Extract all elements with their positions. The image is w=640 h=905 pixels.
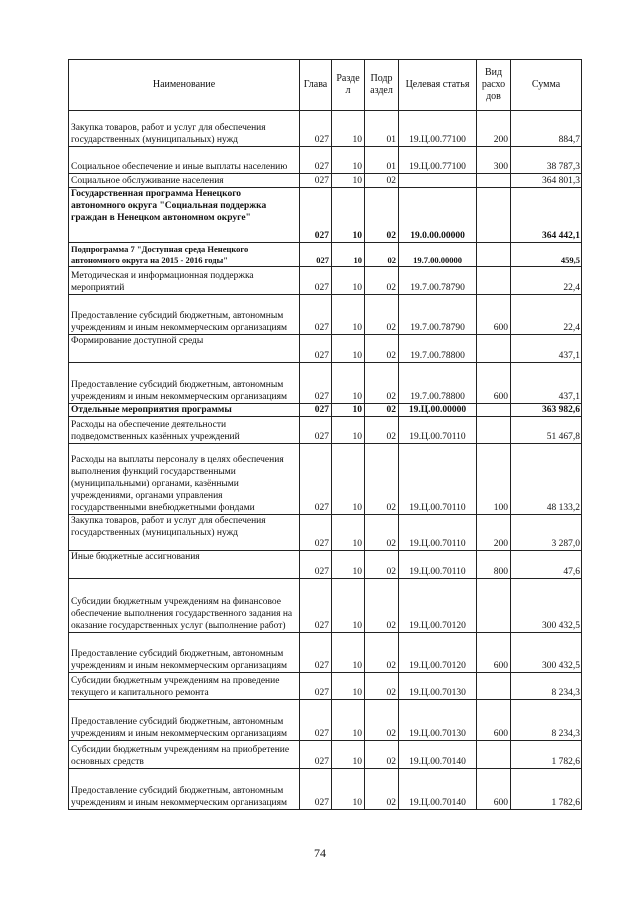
cell-razdel: 10	[332, 335, 365, 363]
cell-podrazdel: 02	[365, 335, 399, 363]
cell-podrazdel: 01	[365, 111, 399, 147]
cell-name: Предоставление субсидий бюджетным, автономным учреждениям и иным некоммерческим организациям	[69, 769, 300, 810]
cell-name: Субсидии бюджетным учреждениям на проведение текущего и капитального ремонта	[69, 673, 300, 700]
cell-glava: 027	[300, 267, 332, 295]
table-row	[69, 404, 582, 417]
cell-vid	[477, 579, 511, 633]
cell-razdel: 10	[332, 267, 365, 295]
cell-name: Социальное обеспечение и иные выплаты населению	[69, 147, 300, 174]
cell-summa: 48 133,2	[511, 444, 582, 515]
cell-summa: 22,4	[511, 295, 582, 335]
table-row	[69, 188, 582, 243]
cell-razdel: 10	[332, 174, 365, 188]
cell-summa: 300 432,5	[511, 633, 582, 673]
cell-podrazdel: 02	[365, 267, 399, 295]
cell-razdel: 10	[332, 111, 365, 147]
cell-vid: 300	[477, 147, 511, 174]
cell-glava: 027	[300, 673, 332, 700]
cell-summa: 363 982,6	[511, 404, 582, 417]
cell-razdel: 10	[332, 295, 365, 335]
cell-podrazdel: 02	[365, 633, 399, 673]
cell-name: Отдельные мероприятия программы	[69, 404, 300, 417]
header-razdel: Разде л	[332, 60, 365, 111]
cell-podrazdel: 02	[365, 417, 399, 444]
cell-vid	[477, 404, 511, 417]
cell-glava: 027	[300, 444, 332, 515]
cell-name: Предоставление субсидий бюджетным, автономным учреждениям и иным некоммерческим организациям	[69, 700, 300, 741]
cell-statya: 19.Ц.00.70120	[399, 633, 477, 673]
cell-podrazdel: 02	[365, 363, 399, 404]
cell-podrazdel: 02	[365, 673, 399, 700]
cell-vid	[477, 673, 511, 700]
cell-vid: 100	[477, 444, 511, 515]
cell-vid	[477, 741, 511, 769]
cell-glava: 027	[300, 295, 332, 335]
table-row	[69, 295, 582, 335]
cell-glava: 027	[300, 551, 332, 579]
cell-podrazdel: 02	[365, 188, 399, 243]
cell-statya: 19.Ц.00.77100	[399, 111, 477, 147]
cell-vid	[477, 335, 511, 363]
cell-vid: 600	[477, 769, 511, 810]
table-row	[69, 363, 582, 404]
cell-podrazdel: 02	[365, 295, 399, 335]
table-row	[69, 633, 582, 673]
cell-glava: 027	[300, 579, 332, 633]
cell-statya	[399, 174, 477, 188]
table-row	[69, 267, 582, 295]
cell-razdel: 10	[332, 700, 365, 741]
cell-name: Расходы на обеспечение деятельности подведомственных казённых учреждений	[69, 417, 300, 444]
cell-podrazdel: 02	[365, 515, 399, 551]
cell-razdel: 10	[332, 243, 365, 267]
cell-statya: 19.Ц.00.77100	[399, 147, 477, 174]
cell-razdel: 10	[332, 515, 365, 551]
cell-name: Предоставление субсидий бюджетным, автономным учреждениям и иным некоммерческим организациям	[69, 295, 300, 335]
cell-summa: 364 801,3	[511, 174, 582, 188]
cell-name: Закупка товаров, работ и услуг для обеспечения государственных (муниципальных) нужд	[69, 111, 300, 147]
cell-name: Иные бюджетные ассигнования	[69, 551, 300, 579]
cell-podrazdel: 01	[365, 147, 399, 174]
cell-vid: 600	[477, 700, 511, 741]
cell-statya: 19.Ц.00.70110	[399, 551, 477, 579]
cell-summa: 8 234,3	[511, 673, 582, 700]
cell-razdel: 10	[332, 417, 365, 444]
cell-summa: 884,7	[511, 111, 582, 147]
cell-statya: 19.Ц.00.70110	[399, 444, 477, 515]
table-row	[69, 174, 582, 188]
cell-podrazdel: 02	[365, 579, 399, 633]
cell-statya: 19.7.00.78790	[399, 295, 477, 335]
table-row	[69, 444, 582, 515]
cell-razdel: 10	[332, 579, 365, 633]
table-row	[69, 417, 582, 444]
table-row	[69, 579, 582, 633]
cell-podrazdel: 02	[365, 551, 399, 579]
cell-razdel: 10	[332, 147, 365, 174]
cell-summa: 459,5	[511, 243, 582, 267]
cell-vid	[477, 267, 511, 295]
cell-podrazdel: 02	[365, 404, 399, 417]
cell-vid: 200	[477, 111, 511, 147]
cell-statya: 19.7.00.78800	[399, 335, 477, 363]
table-row	[69, 769, 582, 810]
cell-summa: 3 287,0	[511, 515, 582, 551]
cell-glava: 027	[300, 515, 332, 551]
table-row	[69, 147, 582, 174]
cell-name: Субсидии бюджетным учреждениям на приобретение основных средств	[69, 741, 300, 769]
cell-razdel: 10	[332, 673, 365, 700]
cell-razdel: 10	[332, 444, 365, 515]
cell-summa: 38 787,3	[511, 147, 582, 174]
cell-statya: 19.Ц.00.70140	[399, 741, 477, 769]
cell-glava: 027	[300, 633, 332, 673]
cell-summa: 22,4	[511, 267, 582, 295]
cell-summa: 1 782,6	[511, 741, 582, 769]
cell-summa: 300 432,5	[511, 579, 582, 633]
cell-razdel: 10	[332, 551, 365, 579]
cell-glava: 027	[300, 700, 332, 741]
cell-name: Формирование доступной среды	[69, 335, 300, 363]
cell-summa: 51 467,8	[511, 417, 582, 444]
cell-podrazdel: 02	[365, 700, 399, 741]
cell-statya: 19.7.00.78790	[399, 267, 477, 295]
cell-vid: 800	[477, 551, 511, 579]
cell-statya: 19.Ц.00.70140	[399, 769, 477, 810]
table-row	[69, 700, 582, 741]
cell-statya: 19.7.00.78800	[399, 363, 477, 404]
cell-glava: 027	[300, 188, 332, 243]
cell-razdel: 10	[332, 633, 365, 673]
cell-vid: 600	[477, 363, 511, 404]
cell-glava: 027	[300, 335, 332, 363]
cell-statya: 19.Ц.00.00000	[399, 404, 477, 417]
cell-name: Государственная программа Ненецкого автономного округа "Социальная поддержка граждан в Ненецком автономном округе"	[69, 188, 300, 243]
cell-summa: 437,1	[511, 363, 582, 404]
cell-glava: 027	[300, 174, 332, 188]
cell-summa: 8 234,3	[511, 700, 582, 741]
cell-vid: 200	[477, 515, 511, 551]
cell-glava: 027	[300, 147, 332, 174]
cell-glava: 027	[300, 404, 332, 417]
cell-vid	[477, 243, 511, 267]
header-summa: Сумма	[511, 60, 582, 111]
cell-summa: 364 442,1	[511, 188, 582, 243]
cell-glava: 027	[300, 363, 332, 404]
budget-table	[68, 59, 582, 810]
cell-summa: 437,1	[511, 335, 582, 363]
cell-podrazdel: 02	[365, 741, 399, 769]
cell-glava: 027	[300, 741, 332, 769]
page-number: 74	[314, 846, 326, 860]
cell-razdel: 10	[332, 741, 365, 769]
table-header-row	[69, 60, 582, 111]
cell-vid	[477, 188, 511, 243]
cell-vid: 600	[477, 633, 511, 673]
cell-statya: 19.Ц.00.70130	[399, 700, 477, 741]
cell-statya: 19.Ц.00.70120	[399, 579, 477, 633]
cell-summa: 1 782,6	[511, 769, 582, 810]
cell-summa: 47,6	[511, 551, 582, 579]
header-podrazdel: Подр аздел	[365, 60, 399, 111]
table-row	[69, 335, 582, 363]
cell-podrazdel: 02	[365, 444, 399, 515]
cell-razdel: 10	[332, 363, 365, 404]
cell-name: Предоставление субсидий бюджетным, автономным учреждениям и иным некоммерческим организациям	[69, 633, 300, 673]
cell-razdel: 10	[332, 404, 365, 417]
cell-razdel: 10	[332, 188, 365, 243]
cell-vid	[477, 174, 511, 188]
cell-name: Социальное обслуживание населения	[69, 174, 300, 188]
cell-name: Предоставление субсидий бюджетным, автономным учреждениям и иным некоммерческим организациям	[69, 363, 300, 404]
cell-name: Расходы на выплаты персоналу в целях обеспечения выполнения функций государственными (муниципальными) органами, казёнными учреждениями, органами управления государственными внебюджетными фондами	[69, 444, 300, 515]
cell-glava: 027	[300, 417, 332, 444]
table-row	[69, 111, 582, 147]
cell-podrazdel: 02	[365, 174, 399, 188]
cell-glava: 027	[300, 243, 332, 267]
cell-vid: 600	[477, 295, 511, 335]
cell-name: Подпрограмма 7 "Доступная среда Ненецкого автономного округа на 2015 - 2016 годы"	[69, 243, 300, 267]
cell-glava: 027	[300, 769, 332, 810]
header-vid: Вид расхо дов	[477, 60, 511, 111]
header-statya: Целевая статья	[399, 60, 477, 111]
table-row	[69, 551, 582, 579]
cell-razdel: 10	[332, 769, 365, 810]
header-name: Наименование	[69, 60, 300, 111]
table-row	[69, 741, 582, 769]
cell-statya: 19.Ц.00.70110	[399, 417, 477, 444]
cell-podrazdel: 02	[365, 243, 399, 267]
cell-glava: 027	[300, 111, 332, 147]
cell-statya: 19.Ц.00.70110	[399, 515, 477, 551]
table-row	[69, 673, 582, 700]
table-row	[69, 515, 582, 551]
cell-statya: 19.0.00.00000	[399, 188, 477, 243]
cell-name: Субсидии бюджетным учреждениям на финансовое обеспечение выполнения государственного задания на оказание государственных услуг (выполнение работ)	[69, 579, 300, 633]
cell-statya: 19.Ц.00.70130	[399, 673, 477, 700]
cell-podrazdel: 02	[365, 769, 399, 810]
cell-name: Методическая и информационная поддержка мероприятий	[69, 267, 300, 295]
cell-statya: 19.7.00.00000	[399, 243, 477, 267]
table-row	[69, 243, 582, 267]
cell-name: Закупка товаров, работ и услуг для обеспечения государственных (муниципальных) нужд	[69, 515, 300, 551]
header-glava: Глава	[300, 60, 332, 111]
cell-vid	[477, 417, 511, 444]
